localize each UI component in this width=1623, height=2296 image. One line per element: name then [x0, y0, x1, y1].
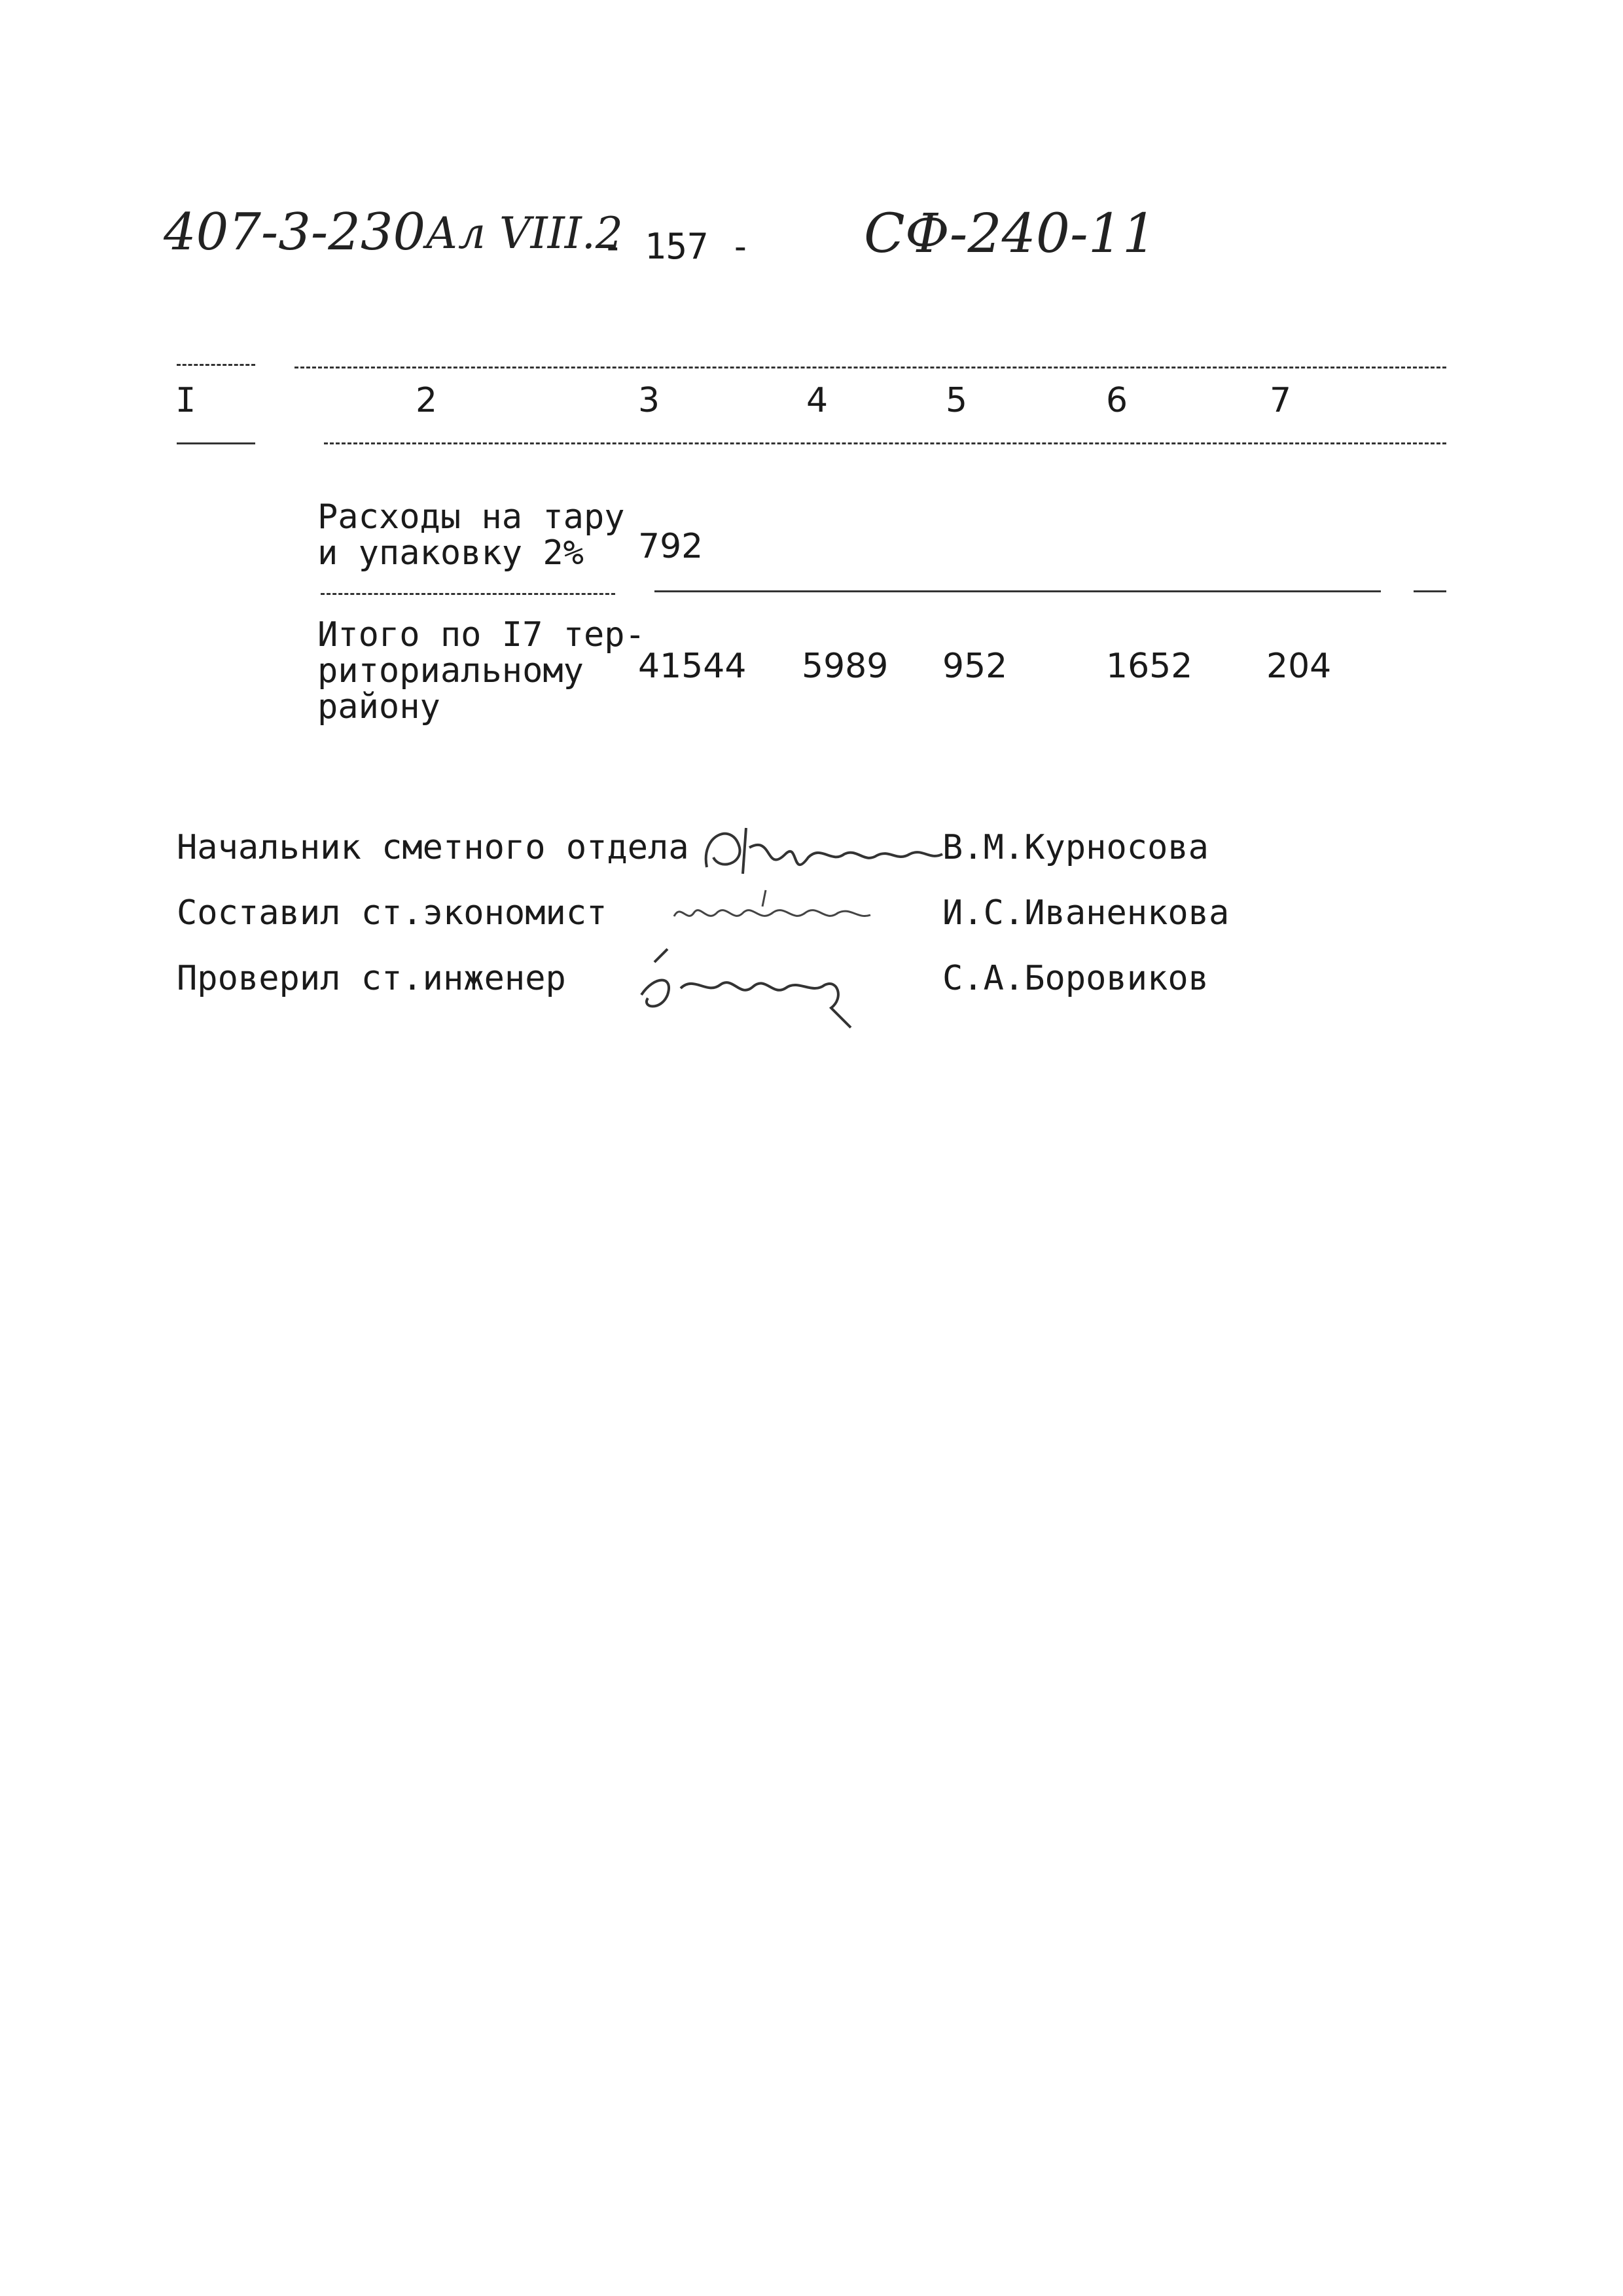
row-value-col3: 41544: [638, 647, 747, 686]
column-number-4: 4: [806, 381, 829, 420]
column-number-7: 7: [1270, 381, 1292, 420]
row-value-col7: 204: [1266, 647, 1332, 686]
row-divider: [654, 590, 1381, 592]
row-value-col4: 5989: [802, 647, 889, 686]
row-divider-left: [321, 593, 615, 595]
signature-role: Начальник сметного отдела: [177, 828, 689, 867]
table-top-rule: [294, 367, 1446, 368]
column-number-2: 2: [416, 381, 438, 420]
page-number: - 157 -: [602, 226, 751, 267]
row-label-line: Итого по I7 тер-: [317, 615, 645, 655]
header-bottom-rule: [324, 442, 1446, 444]
sf-code: СФ-240-11: [864, 203, 1157, 265]
row-label-line: и упаковку 2%: [317, 533, 584, 573]
signature-role: Составил ст.экономист: [177, 893, 607, 933]
handwritten-signature-borovikov: [628, 936, 864, 1041]
row-label-line: риториальному: [317, 651, 584, 691]
signature-name: В.М.Курносова: [942, 828, 1209, 867]
row-value-col5: 952: [942, 647, 1008, 686]
column-number-1: I: [175, 381, 196, 420]
signature-role: Проверил ст.инженер: [177, 959, 566, 998]
signature-name: С.А.Боровиков: [942, 959, 1209, 998]
sheet-ref: Ал VIII.2: [425, 208, 623, 259]
column-number-6: 6: [1106, 381, 1128, 420]
doc-code: 407-3-230: [164, 203, 426, 262]
handwritten-signature-kurnosova: [694, 808, 955, 887]
column-number-5: 5: [946, 381, 968, 420]
row-label-line: району: [317, 687, 440, 726]
handwritten-signature-ivanenkova: [668, 877, 890, 942]
column-number-3: 3: [638, 381, 660, 420]
signature-name: И.С.Иваненкова: [942, 893, 1230, 933]
row-value-col6: 1652: [1106, 647, 1193, 686]
table-top-rule-left: [177, 364, 255, 366]
row-label-line: Расходы на тару: [317, 497, 625, 537]
row-value-col3: 792: [638, 527, 704, 566]
row-divider-right: [1414, 590, 1446, 592]
header-bottom-rule-left: [177, 442, 255, 444]
